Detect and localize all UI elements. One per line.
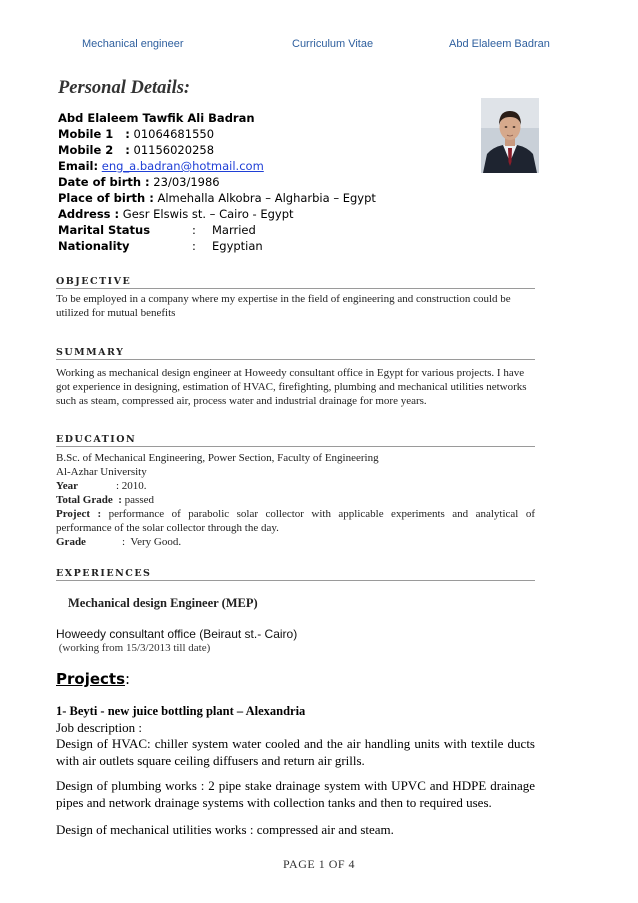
header-job-title: Mechanical engineer xyxy=(82,38,184,50)
objective-text: To be employed in a company where my expertise in the field of engineering and construction could be utilized for mutual benefits xyxy=(56,293,511,319)
objective-heading: OBJECTIVE xyxy=(56,276,132,287)
marital-sep: : xyxy=(192,223,196,237)
page-number: PAGE 1 OF 4 xyxy=(282,857,356,871)
education-grade-row xyxy=(56,535,535,549)
education-university: Al-Azhar University xyxy=(56,466,147,478)
dob-row xyxy=(58,174,220,190)
experience-role: Mechanical design Engineer (MEP) xyxy=(68,596,258,610)
project-1-utilities: Design of mechanical utilities works : compressed air and steam. xyxy=(56,822,394,837)
project-value: performance of parabolic solar collector with applicable experiments and analytical of performance of the solar collector through the day. xyxy=(56,508,535,534)
objective-divider xyxy=(56,288,535,289)
pob-label: Place of birth : xyxy=(58,191,154,205)
dob-value: 23/03/1986 xyxy=(149,175,220,189)
nationality-sep: : xyxy=(192,239,196,253)
project-1-title: 1- Beyti - new juice bottling plant – Alexandria xyxy=(56,704,306,718)
experiences-divider xyxy=(56,580,535,581)
mobile-2-row xyxy=(58,142,214,158)
marital-label: Marital Status xyxy=(58,223,151,237)
education-year-value: : 2010. xyxy=(116,480,147,492)
education-project-row xyxy=(56,507,535,535)
total-grade-label: Total Grade : xyxy=(56,494,122,506)
dob-label: Date of birth : xyxy=(58,175,150,189)
marital-value: Married xyxy=(212,223,256,237)
email-row xyxy=(58,158,264,174)
education-divider xyxy=(56,446,535,447)
mobile-2-value: 01156020258 xyxy=(129,143,215,157)
projects-heading xyxy=(56,670,130,688)
header-author-name: Abd Elaleem Badran xyxy=(449,38,550,50)
summary-divider xyxy=(56,359,535,360)
profile-photo-image xyxy=(481,98,539,173)
experience-period: (working from 15/3/2013 till date) xyxy=(56,642,211,654)
experience-company: Howeedy consultant office (Beiraut st.- Cairo) xyxy=(56,627,298,641)
mobile-1-row xyxy=(58,126,214,142)
personal-details-heading: Personal Details: xyxy=(58,78,191,98)
education-total-grade-row xyxy=(56,493,535,507)
address-row xyxy=(58,206,294,222)
nationality-row xyxy=(58,238,263,254)
pob-row xyxy=(58,190,376,206)
project-1-hvac: Design of HVAC: chiller system water cooled and the air handling units with textile ducts with air outlets square ceiling diffusers and return air grills. xyxy=(56,736,535,768)
nationality-value: Egyptian xyxy=(212,239,263,253)
project-1-plumbing: Design of plumbing works : 2 pipe stake drainage system with UPVC and HDPE drainage pipes and network drainage systems with collection tanks and then to required uses. xyxy=(56,778,535,810)
address-value: Gesr Elswis st. – Cairo - Egypt xyxy=(119,207,294,221)
marital-row xyxy=(58,222,256,238)
education-year-row xyxy=(56,479,535,493)
full-name xyxy=(58,110,255,126)
pob-value: Almehalla Alkobra – Algharbia – Egypt xyxy=(153,191,376,205)
email-link[interactable]: eng_a.badran@hotmail.com xyxy=(101,159,264,173)
project-label: Project : xyxy=(56,508,102,520)
full-name-text: Abd Elaleem Tawfik Ali Badran xyxy=(58,111,255,125)
grade-label: Grade xyxy=(56,536,86,548)
education-degree: B.Sc. of Mechanical Engineering, Power Section, Faculty of Engineering xyxy=(56,452,379,464)
grade-value: : Very Good. xyxy=(122,536,182,548)
experiences-heading: EXPERIENCES xyxy=(56,568,152,579)
address-label: Address : xyxy=(58,207,120,221)
profile-photo xyxy=(481,98,539,173)
nationality-label: Nationality xyxy=(58,239,130,253)
education-heading: EDUCATION xyxy=(56,434,137,445)
education-year-label: Year xyxy=(56,480,78,492)
summary-text: Working as mechanical design engineer at Howeedy consultant office in Egypt for various projects. I have got experience in designing, estimation of HVAC, firefighting, plumbing and mechanical utilities networks such as steam, compressed air, process water and industrial drainage for more years. xyxy=(56,367,527,407)
email-label: Email: xyxy=(58,159,99,173)
projects-heading-text: Projects xyxy=(56,670,126,688)
job-description-label: Job description : xyxy=(56,720,142,735)
total-grade-value: passed xyxy=(121,494,154,506)
summary-heading: SUMMARY xyxy=(56,347,125,358)
mobile-1-label: Mobile 1 : xyxy=(58,127,130,141)
projects-heading-colon: : xyxy=(125,670,131,688)
header-doc-title: Curriculum Vitae xyxy=(292,38,374,50)
mobile-1-value: 01064681550 xyxy=(129,127,215,141)
mobile-2-label: Mobile 2 : xyxy=(58,143,130,157)
